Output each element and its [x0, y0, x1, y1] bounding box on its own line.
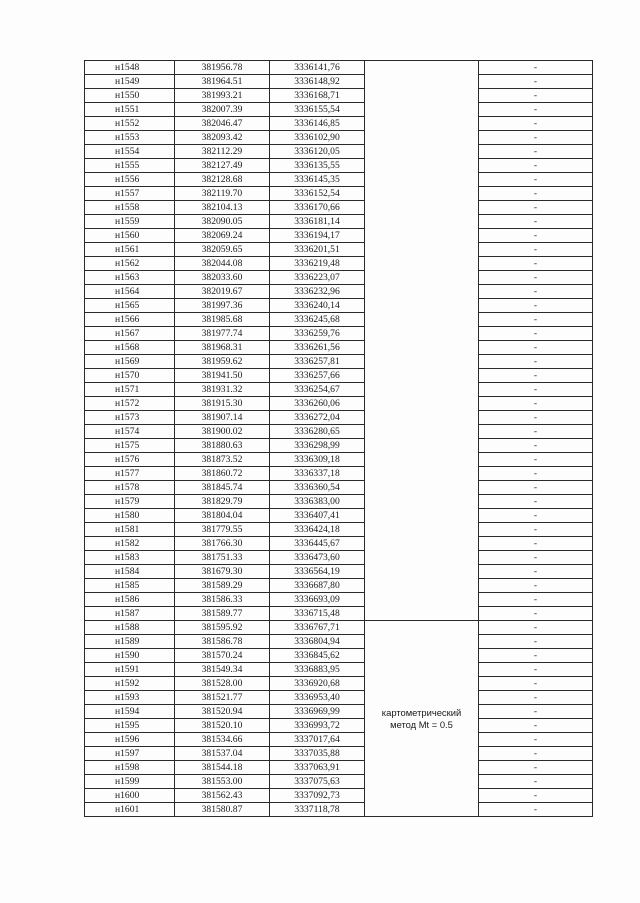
x-coordinate-cell: 381521.77	[175, 691, 270, 705]
error-value-cell: -	[479, 733, 593, 747]
point-id-cell: н1581	[85, 523, 175, 537]
x-coordinate-cell: 381520.10	[175, 719, 270, 733]
x-coordinate-cell: 382046.47	[175, 117, 270, 131]
error-value-cell: -	[479, 649, 593, 663]
table-row	[85, 397, 593, 411]
x-coordinate-cell: 381959.62	[175, 355, 270, 369]
y-coordinate-cell: 3336804,94	[270, 635, 365, 649]
table-row	[85, 761, 593, 775]
error-value-cell: -	[479, 789, 593, 803]
point-id-cell: н1555	[85, 159, 175, 173]
error-value-cell: -	[479, 271, 593, 285]
x-coordinate-cell: 381570.24	[175, 649, 270, 663]
y-coordinate-cell: 3336170,66	[270, 201, 365, 215]
method-text-line2: метод Mt = 0.5	[390, 718, 453, 730]
x-coordinate-cell: 382127.49	[175, 159, 270, 173]
table-row	[85, 369, 593, 383]
table-row	[85, 187, 593, 201]
error-value-cell: -	[479, 75, 593, 89]
error-value-cell: -	[479, 145, 593, 159]
error-value-cell: -	[479, 803, 593, 817]
table-row	[85, 327, 593, 341]
point-id-cell: н1553	[85, 131, 175, 145]
x-coordinate-cell: 381907.14	[175, 411, 270, 425]
x-coordinate-cell: 382069.24	[175, 229, 270, 243]
y-coordinate-cell: 3336473,60	[270, 551, 365, 565]
y-coordinate-cell: 3336181,14	[270, 215, 365, 229]
y-coordinate-cell: 3336245,68	[270, 313, 365, 327]
point-id-cell: н1570	[85, 369, 175, 383]
point-id-cell: н1576	[85, 453, 175, 467]
x-coordinate-cell: 381586.78	[175, 635, 270, 649]
error-value-cell: -	[479, 131, 593, 145]
point-id-cell: н1571	[85, 383, 175, 397]
x-coordinate-cell: 381553.00	[175, 775, 270, 789]
point-id-cell: н1548	[85, 61, 175, 75]
x-coordinate-cell: 382119.70	[175, 187, 270, 201]
table-row	[85, 117, 593, 131]
error-value-cell: -	[479, 173, 593, 187]
error-value-cell: -	[479, 187, 593, 201]
error-value-cell: -	[479, 481, 593, 495]
error-value-cell: -	[479, 719, 593, 733]
point-id-cell: н1551	[85, 103, 175, 117]
error-value-cell: -	[479, 747, 593, 761]
y-coordinate-cell: 3336564,19	[270, 565, 365, 579]
y-coordinate-cell: 3336883,95	[270, 663, 365, 677]
table-row	[85, 705, 593, 719]
x-coordinate-cell: 381915.30	[175, 397, 270, 411]
point-id-cell: н1592	[85, 677, 175, 691]
error-value-cell: -	[479, 117, 593, 131]
point-id-cell: н1560	[85, 229, 175, 243]
error-value-cell: -	[479, 313, 593, 327]
error-value-cell: -	[479, 201, 593, 215]
table-row	[85, 201, 593, 215]
point-id-cell: н1568	[85, 341, 175, 355]
y-coordinate-cell: 3337118,78	[270, 803, 365, 817]
x-coordinate-cell: 381985.68	[175, 313, 270, 327]
point-id-cell: н1593	[85, 691, 175, 705]
point-id-cell: н1587	[85, 607, 175, 621]
point-id-cell: н1580	[85, 509, 175, 523]
table-row	[85, 215, 593, 229]
error-value-cell: -	[479, 621, 593, 635]
x-coordinate-cell: 381977.74	[175, 327, 270, 341]
y-coordinate-cell: 3336194,17	[270, 229, 365, 243]
y-coordinate-cell: 3336261,56	[270, 341, 365, 355]
x-coordinate-cell: 381804.04	[175, 509, 270, 523]
x-coordinate-cell: 381941.50	[175, 369, 270, 383]
y-coordinate-cell: 3336148,92	[270, 75, 365, 89]
y-coordinate-cell: 3336969,99	[270, 705, 365, 719]
table-row	[85, 103, 593, 117]
error-value-cell: -	[479, 691, 593, 705]
method-cell	[365, 621, 479, 817]
method-cell-empty	[365, 61, 479, 621]
error-value-cell: -	[479, 537, 593, 551]
point-id-cell: н1584	[85, 565, 175, 579]
table-row	[85, 271, 593, 285]
y-coordinate-cell: 3336953,40	[270, 691, 365, 705]
point-id-cell: н1563	[85, 271, 175, 285]
table-row	[85, 439, 593, 453]
y-coordinate-cell: 3336223,07	[270, 271, 365, 285]
table-row	[85, 425, 593, 439]
y-coordinate-cell: 3337092,73	[270, 789, 365, 803]
y-coordinate-cell: 3336693,09	[270, 593, 365, 607]
y-coordinate-cell: 3336360,54	[270, 481, 365, 495]
y-coordinate-cell: 3336145,35	[270, 173, 365, 187]
table-row	[85, 733, 593, 747]
point-id-cell: н1556	[85, 173, 175, 187]
x-coordinate-cell: 381860.72	[175, 467, 270, 481]
y-coordinate-cell: 3336309,18	[270, 453, 365, 467]
error-value-cell: -	[479, 607, 593, 621]
x-coordinate-cell: 381873.52	[175, 453, 270, 467]
table-row	[85, 565, 593, 579]
table-row	[85, 677, 593, 691]
point-id-cell: н1572	[85, 397, 175, 411]
x-coordinate-cell: 381829.79	[175, 495, 270, 509]
error-value-cell: -	[479, 397, 593, 411]
table-row	[85, 775, 593, 789]
y-coordinate-cell: 3336155,54	[270, 103, 365, 117]
y-coordinate-cell: 3336219,48	[270, 257, 365, 271]
error-value-cell: -	[479, 299, 593, 313]
error-value-cell: -	[479, 775, 593, 789]
y-coordinate-cell: 3336845,62	[270, 649, 365, 663]
y-coordinate-cell: 3336146,85	[270, 117, 365, 131]
method-text-line1: картометрический	[381, 706, 462, 718]
error-value-cell: -	[479, 453, 593, 467]
y-coordinate-cell: 3336383,00	[270, 495, 365, 509]
table-row	[85, 313, 593, 327]
table-row	[85, 747, 593, 761]
point-id-cell: н1557	[85, 187, 175, 201]
x-coordinate-cell: 381751.33	[175, 551, 270, 565]
y-coordinate-cell: 3336240,14	[270, 299, 365, 313]
x-coordinate-cell: 382007.39	[175, 103, 270, 117]
y-coordinate-cell: 3336260,06	[270, 397, 365, 411]
error-value-cell: -	[479, 383, 593, 397]
table-row	[85, 341, 593, 355]
table-row	[85, 579, 593, 593]
table-row	[85, 145, 593, 159]
y-coordinate-cell: 3336993,72	[270, 719, 365, 733]
error-value-cell: -	[479, 341, 593, 355]
x-coordinate-cell: 382033.60	[175, 271, 270, 285]
x-coordinate-cell: 382059.65	[175, 243, 270, 257]
table-row	[85, 621, 593, 635]
x-coordinate-cell: 382093.42	[175, 131, 270, 145]
y-coordinate-cell: 3336715,48	[270, 607, 365, 621]
point-id-cell: н1590	[85, 649, 175, 663]
table-row	[85, 229, 593, 243]
y-coordinate-cell: 3336298,99	[270, 439, 365, 453]
point-id-cell: н1579	[85, 495, 175, 509]
error-value-cell: -	[479, 663, 593, 677]
error-value-cell: -	[479, 579, 593, 593]
point-id-cell: н1596	[85, 733, 175, 747]
table-row	[85, 495, 593, 509]
error-value-cell: -	[479, 411, 593, 425]
coordinates-table-body	[85, 61, 593, 817]
x-coordinate-cell: 381964.51	[175, 75, 270, 89]
error-value-cell: -	[479, 565, 593, 579]
point-id-cell: н1550	[85, 89, 175, 103]
y-coordinate-cell: 3337063,91	[270, 761, 365, 775]
x-coordinate-cell: 381595.92	[175, 621, 270, 635]
error-value-cell: -	[479, 635, 593, 649]
y-coordinate-cell: 3336424,18	[270, 523, 365, 537]
error-value-cell: -	[479, 551, 593, 565]
point-id-cell: н1600	[85, 789, 175, 803]
x-coordinate-cell: 381845.74	[175, 481, 270, 495]
point-id-cell: н1569	[85, 355, 175, 369]
table-row	[85, 663, 593, 677]
error-value-cell: -	[479, 159, 593, 173]
x-coordinate-cell: 381580.87	[175, 803, 270, 817]
x-coordinate-cell: 381549.34	[175, 663, 270, 677]
point-id-cell: н1585	[85, 579, 175, 593]
table-row	[85, 481, 593, 495]
table-row	[85, 537, 593, 551]
table-row	[85, 691, 593, 705]
point-id-cell: н1595	[85, 719, 175, 733]
point-id-cell: н1575	[85, 439, 175, 453]
point-id-cell: н1578	[85, 481, 175, 495]
error-value-cell: -	[479, 215, 593, 229]
point-id-cell: н1573	[85, 411, 175, 425]
table-row	[85, 173, 593, 187]
table-row	[85, 243, 593, 257]
table-row	[85, 649, 593, 663]
x-coordinate-cell: 381997.36	[175, 299, 270, 313]
y-coordinate-cell: 3336337,18	[270, 467, 365, 481]
x-coordinate-cell: 381528.00	[175, 677, 270, 691]
error-value-cell: -	[479, 677, 593, 691]
x-coordinate-cell: 381520.94	[175, 705, 270, 719]
point-id-cell: н1565	[85, 299, 175, 313]
table-row	[85, 383, 593, 397]
error-value-cell: -	[479, 705, 593, 719]
point-id-cell: н1562	[85, 257, 175, 271]
y-coordinate-cell: 3336102,90	[270, 131, 365, 145]
y-coordinate-cell: 3336141,76	[270, 61, 365, 75]
x-coordinate-cell: 382112.29	[175, 145, 270, 159]
x-coordinate-cell: 381766.30	[175, 537, 270, 551]
y-coordinate-cell: 3336272,04	[270, 411, 365, 425]
x-coordinate-cell: 381993.21	[175, 89, 270, 103]
y-coordinate-cell: 3336280,65	[270, 425, 365, 439]
table-row	[85, 467, 593, 481]
table-row	[85, 75, 593, 89]
y-coordinate-cell: 3336152,54	[270, 187, 365, 201]
x-coordinate-cell: 382019.67	[175, 285, 270, 299]
x-coordinate-cell: 381679.30	[175, 565, 270, 579]
table-row	[85, 89, 593, 103]
y-coordinate-cell: 3336407,41	[270, 509, 365, 523]
y-coordinate-cell: 3336201,51	[270, 243, 365, 257]
table-row	[85, 509, 593, 523]
y-coordinate-cell: 3336120,05	[270, 145, 365, 159]
point-id-cell: н1552	[85, 117, 175, 131]
y-coordinate-cell: 3336232,96	[270, 285, 365, 299]
error-value-cell: -	[479, 425, 593, 439]
table-row	[85, 803, 593, 817]
point-id-cell: н1561	[85, 243, 175, 257]
table-row	[85, 593, 593, 607]
table-row	[85, 635, 593, 649]
x-coordinate-cell: 381589.29	[175, 579, 270, 593]
x-coordinate-cell: 381968.31	[175, 341, 270, 355]
point-id-cell: н1574	[85, 425, 175, 439]
x-coordinate-cell: 382090.05	[175, 215, 270, 229]
y-coordinate-cell: 3336259,76	[270, 327, 365, 341]
point-id-cell: н1586	[85, 593, 175, 607]
point-id-cell: н1566	[85, 313, 175, 327]
y-coordinate-cell: 3336135,55	[270, 159, 365, 173]
x-coordinate-cell: 381900.02	[175, 425, 270, 439]
point-id-cell: н1588	[85, 621, 175, 635]
table-row	[85, 551, 593, 565]
error-value-cell: -	[479, 257, 593, 271]
y-coordinate-cell: 3336168,71	[270, 89, 365, 103]
x-coordinate-cell: 381586.33	[175, 593, 270, 607]
y-coordinate-cell: 3336257,81	[270, 355, 365, 369]
y-coordinate-cell: 3337035,88	[270, 747, 365, 761]
point-id-cell: н1598	[85, 761, 175, 775]
error-value-cell: -	[479, 61, 593, 75]
point-id-cell: н1599	[85, 775, 175, 789]
x-coordinate-cell: 382104.13	[175, 201, 270, 215]
coordinates-table	[84, 60, 593, 817]
point-id-cell: н1559	[85, 215, 175, 229]
table-row	[85, 607, 593, 621]
table-row	[85, 719, 593, 733]
y-coordinate-cell: 3337017,64	[270, 733, 365, 747]
error-value-cell: -	[479, 243, 593, 257]
x-coordinate-cell: 381589.77	[175, 607, 270, 621]
point-id-cell: н1583	[85, 551, 175, 565]
x-coordinate-cell: 381931.32	[175, 383, 270, 397]
point-id-cell: н1554	[85, 145, 175, 159]
error-value-cell: -	[479, 593, 593, 607]
y-coordinate-cell: 3336687,80	[270, 579, 365, 593]
error-value-cell: -	[479, 89, 593, 103]
table-row	[85, 131, 593, 145]
error-value-cell: -	[479, 327, 593, 341]
x-coordinate-cell: 381880.63	[175, 439, 270, 453]
x-coordinate-cell: 381562.43	[175, 789, 270, 803]
table-row	[85, 61, 593, 75]
x-coordinate-cell: 382044.08	[175, 257, 270, 271]
error-value-cell: -	[479, 369, 593, 383]
point-id-cell: н1564	[85, 285, 175, 299]
table-row	[85, 299, 593, 313]
y-coordinate-cell: 3336767,71	[270, 621, 365, 635]
point-id-cell: н1601	[85, 803, 175, 817]
point-id-cell: н1597	[85, 747, 175, 761]
error-value-cell: -	[479, 509, 593, 523]
error-value-cell: -	[479, 355, 593, 369]
error-value-cell: -	[479, 439, 593, 453]
x-coordinate-cell: 381956.78	[175, 61, 270, 75]
error-value-cell: -	[479, 523, 593, 537]
error-value-cell: -	[479, 103, 593, 117]
y-coordinate-cell: 3337075,63	[270, 775, 365, 789]
point-id-cell: н1577	[85, 467, 175, 481]
x-coordinate-cell: 382128.68	[175, 173, 270, 187]
error-value-cell: -	[479, 467, 593, 481]
y-coordinate-cell: 3336257,66	[270, 369, 365, 383]
table-row	[85, 523, 593, 537]
x-coordinate-cell: 381537.04	[175, 747, 270, 761]
table-row	[85, 789, 593, 803]
error-value-cell: -	[479, 495, 593, 509]
table-row	[85, 453, 593, 467]
point-id-cell: н1549	[85, 75, 175, 89]
point-id-cell: н1558	[85, 201, 175, 215]
table-row	[85, 285, 593, 299]
table-row	[85, 159, 593, 173]
error-value-cell: -	[479, 761, 593, 775]
x-coordinate-cell: 381534.66	[175, 733, 270, 747]
table-row	[85, 355, 593, 369]
table-row	[85, 257, 593, 271]
error-value-cell: -	[479, 285, 593, 299]
x-coordinate-cell: 381779.55	[175, 523, 270, 537]
point-id-cell: н1591	[85, 663, 175, 677]
table-row	[85, 411, 593, 425]
error-value-cell: -	[479, 229, 593, 243]
point-id-cell: н1582	[85, 537, 175, 551]
y-coordinate-cell: 3336254,67	[270, 383, 365, 397]
y-coordinate-cell: 3336445,67	[270, 537, 365, 551]
x-coordinate-cell: 381544.18	[175, 761, 270, 775]
point-id-cell: н1567	[85, 327, 175, 341]
point-id-cell: н1594	[85, 705, 175, 719]
y-coordinate-cell: 3336920,68	[270, 677, 365, 691]
point-id-cell: н1589	[85, 635, 175, 649]
